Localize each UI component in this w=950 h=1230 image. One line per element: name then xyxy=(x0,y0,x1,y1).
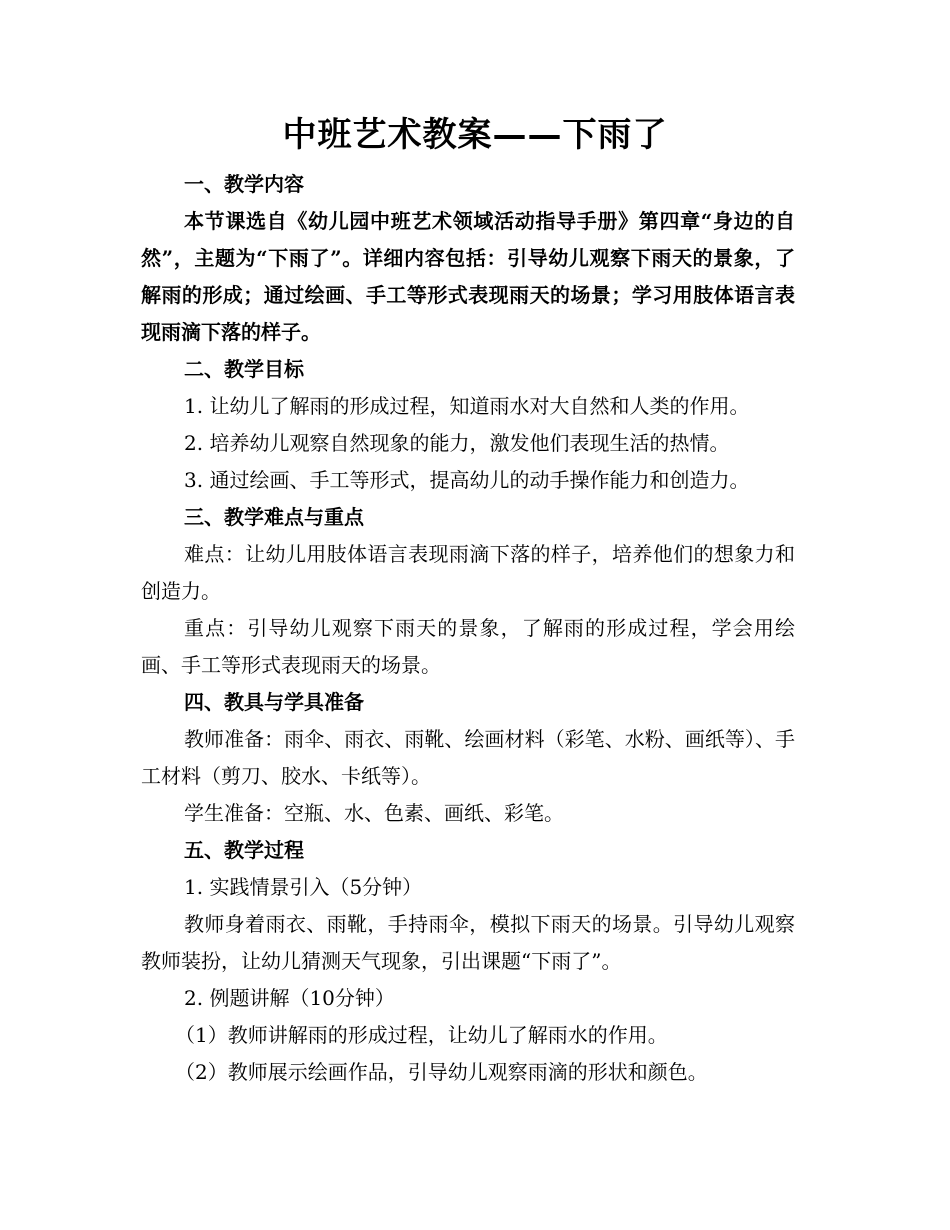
document-body xyxy=(141,166,795,1091)
process-step-1: 1. 实践情景引入（5分钟） xyxy=(184,875,423,899)
process-step-2: 2. 例题讲解（10分钟） xyxy=(184,986,395,1010)
teacher-materials-paragraph: 教师准备：雨伞、雨衣、雨靴、绘画材料（彩笔、水粉、画纸等）、手工材料（剪刀、胶水、卡纸等）。 xyxy=(141,727,795,788)
key-point-paragraph: 重点：引导幼儿观察下雨天的景象，了解雨的形成过程，学会用绘画、手工等形式表现雨天的场景。 xyxy=(141,616,795,677)
section-heading-process: 五、教学过程 xyxy=(184,838,304,862)
section-heading-materials: 四、教具与学具准备 xyxy=(184,690,364,714)
goal-item-2: 2. 培养幼儿观察自然现象的能力，激发他们表现生活的热情。 xyxy=(184,431,730,455)
process-step-1-text: 教师身着雨衣、雨靴，手持雨伞，模拟下雨天的场景。引导幼儿观察教师装扮，让幼儿猜测天气现象，引出课题“下雨了”。 xyxy=(141,912,795,973)
process-step-2-item-2: （2）教师展示绘画作品，引导幼儿观察雨滴的形状和颜色。 xyxy=(175,1060,708,1084)
goal-item-1: 1. 让幼儿了解雨的形成过程，知道雨水对大自然和人类的作用。 xyxy=(184,394,750,418)
section-heading-key-points: 三、教学难点与重点 xyxy=(184,505,364,529)
goal-item-3: 3. 通过绘画、手工等形式，提高幼儿的动手操作能力和创造力。 xyxy=(184,468,750,492)
difficulty-paragraph: 难点：让幼儿用肢体语言表现雨滴下落的样子，培养他们的想象力和创造力。 xyxy=(141,542,795,603)
student-materials-paragraph: 学生准备：空瓶、水、色素、画纸、彩笔。 xyxy=(184,801,564,825)
section-heading-content: 一、教学内容 xyxy=(184,172,304,196)
section-heading-goals: 二、教学目标 xyxy=(184,357,304,381)
content-paragraph: 本节课选自《幼儿园中班艺术领域活动指导手册》第四章“身边的自然”，主题为“下雨了”。详细内容包括：引导幼儿观察下雨天的景象，了解雨的形成；通过绘画、手工等形式表现雨天的场景；学习用肢体语言表现雨滴下落的样子。 xyxy=(141,209,795,344)
process-step-2-item-1: （1）教师讲解雨的形成过程，让幼儿了解雨水的作用。 xyxy=(175,1023,668,1047)
document-title: 中班艺术教案——下雨了 xyxy=(282,115,668,155)
